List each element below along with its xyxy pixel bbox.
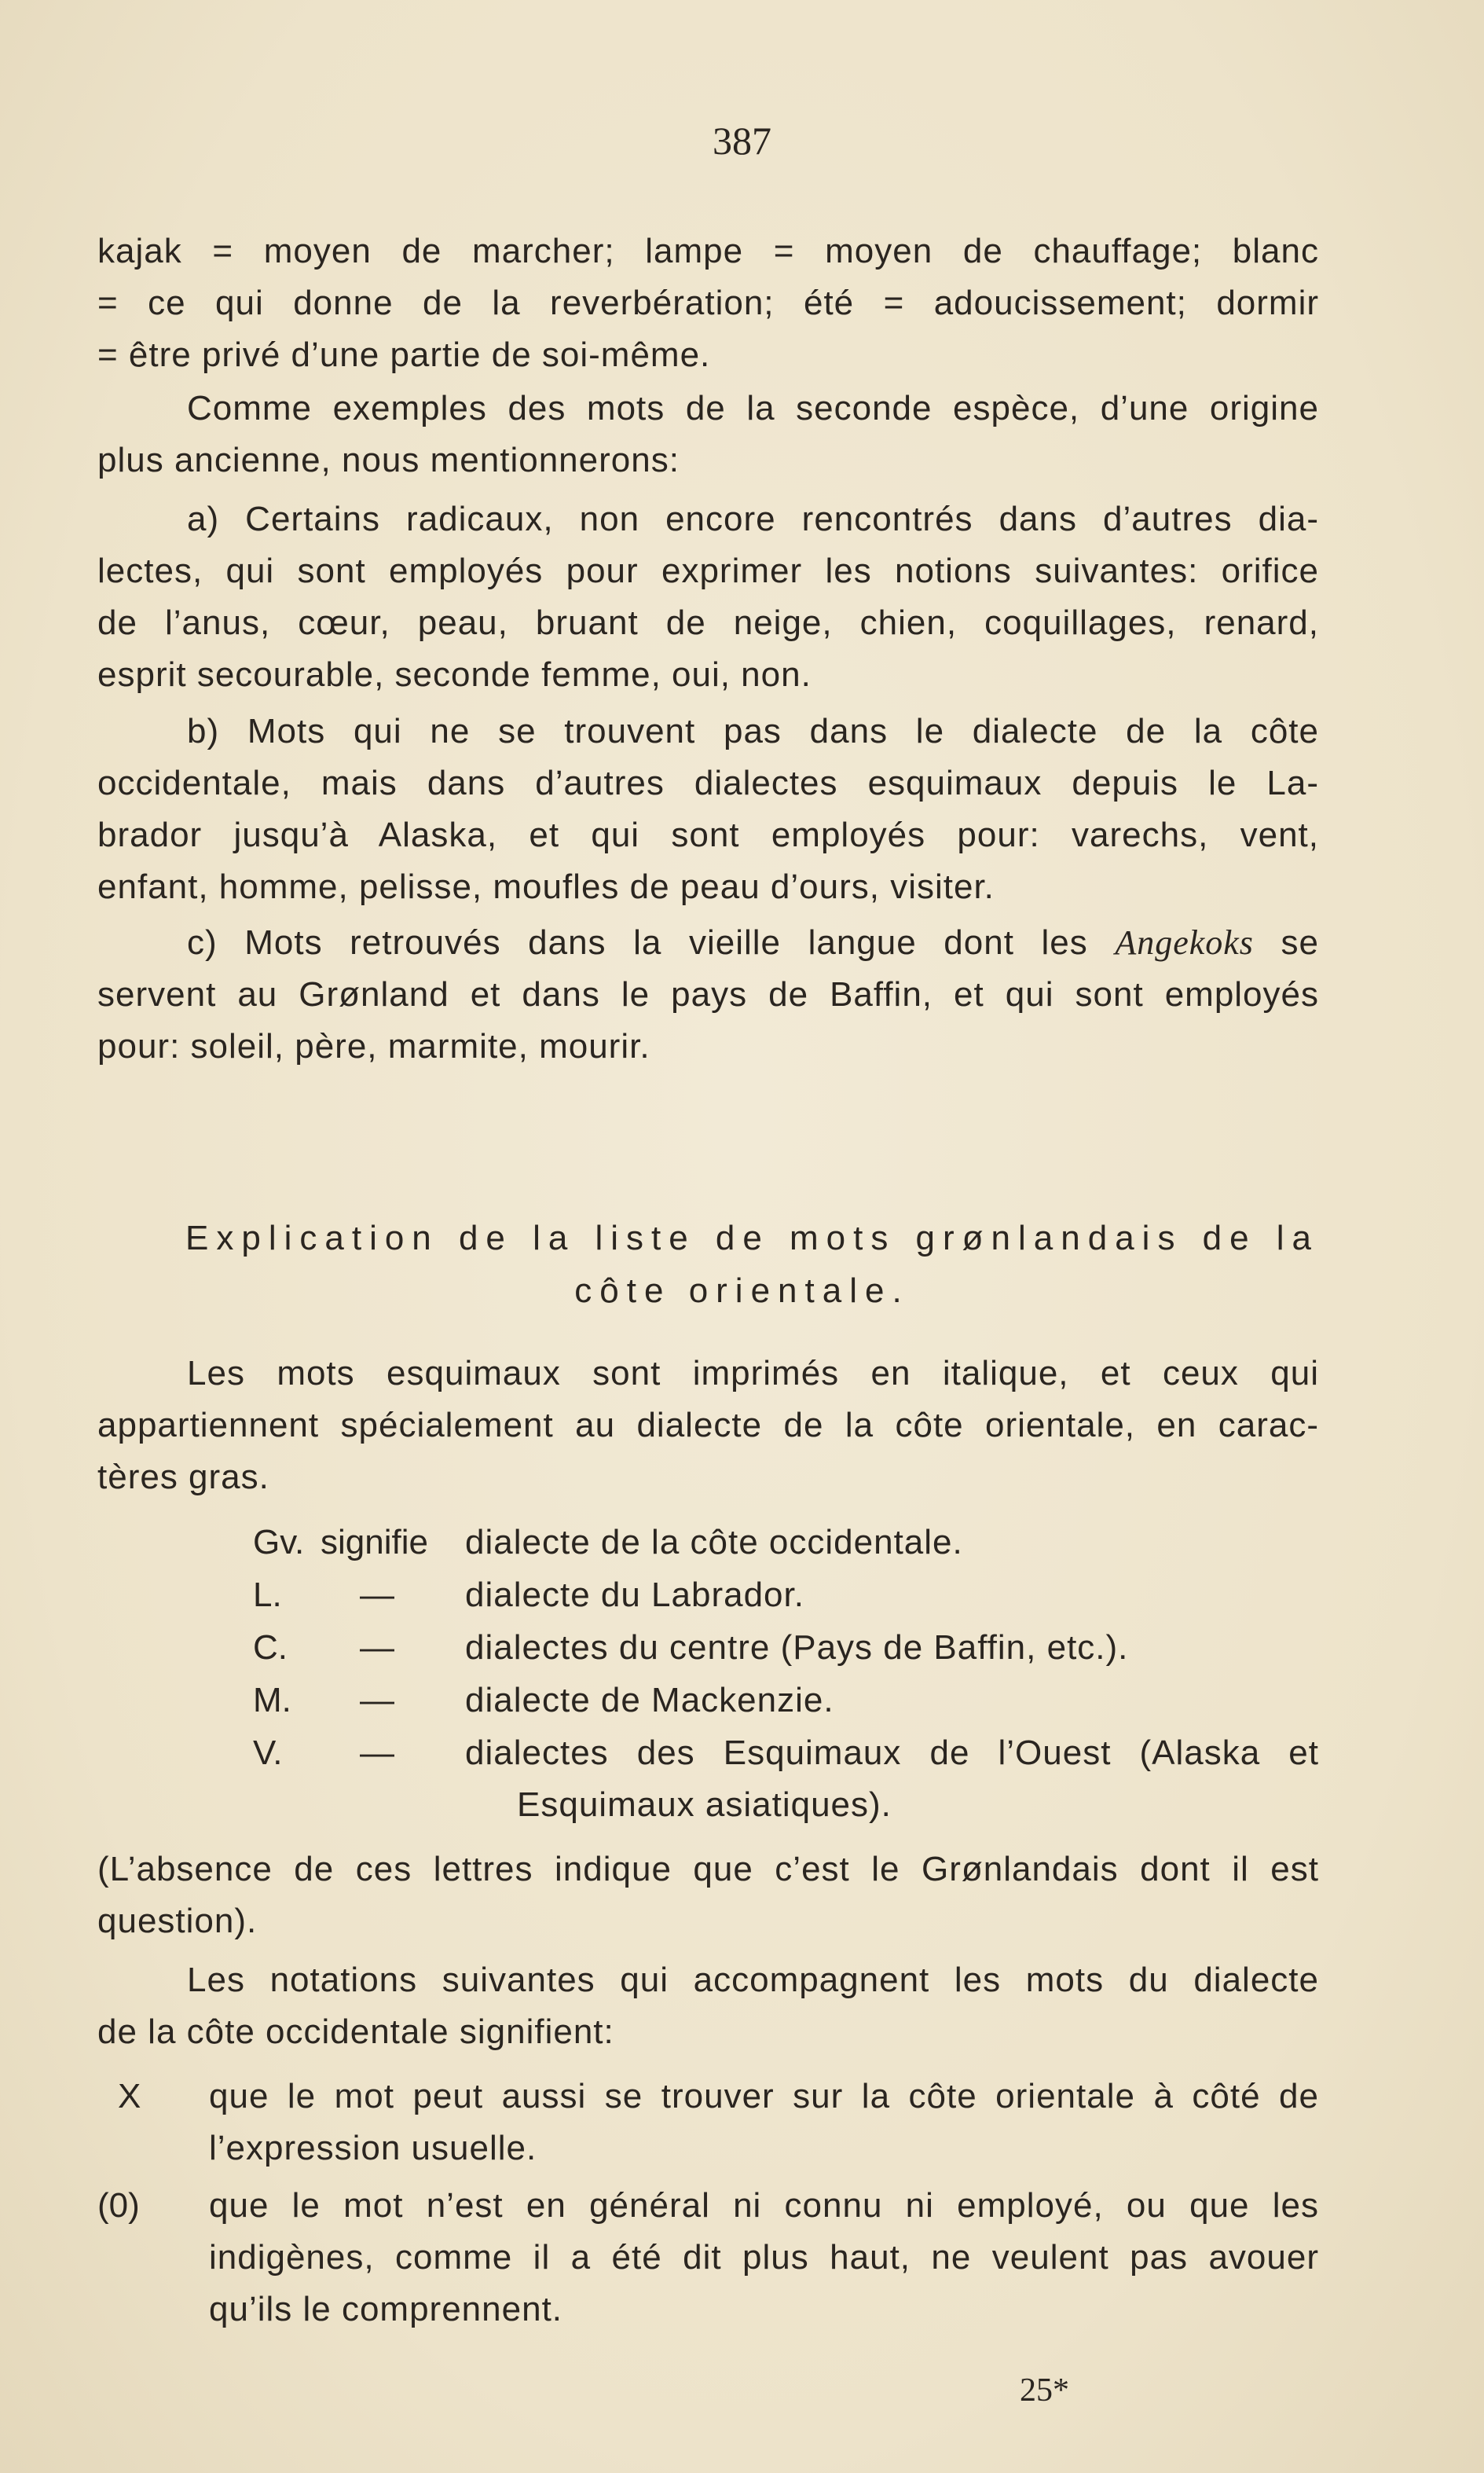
paragraph-line: de la côte occidentale signifient: — [97, 2013, 614, 2051]
notation-mark: X — [118, 2077, 141, 2115]
abbreviation-key: C. — [253, 1628, 288, 1667]
item-a-line: de l’anus, cœur, peau, bruant de neige, chien, coquillages, renard, — [97, 604, 1319, 642]
paragraph-line: kajak = moyen de marcher; lampe = moyen de chauffage; blanc — [97, 232, 1319, 270]
abbreviation-connector: — — [360, 1734, 394, 1772]
item-b-line: enfant, homme, pelisse, moufles de peau d’ours, visiter. — [97, 868, 995, 906]
abbreviation-connector: — — [360, 1576, 394, 1614]
abbreviation-value: dialectes du centre (Pays de Baffin, etc.). — [465, 1628, 1129, 1667]
abbreviation-key: L. — [253, 1576, 282, 1614]
notation-mark: (0) — [97, 2186, 140, 2225]
paragraph-line: Comme exemples des mots de la seconde espèce, d’une origine — [187, 389, 1319, 427]
item-c-line: pour: soleil, père, marmite, mourir. — [97, 1027, 650, 1066]
paragraph-line: = être privé d’une partie de soi-même. — [97, 336, 711, 374]
notation-line: indigènes, comme il a été dit plus haut, ne veulent pas avouer — [209, 2238, 1319, 2277]
item-c-text: c) Mots retrouvés dans la vieille langue dont les — [187, 923, 1116, 962]
paragraph-line: plus ancienne, nous mentionnerons: — [97, 441, 680, 479]
signature-mark: 25* — [1020, 2372, 1069, 2409]
item-a-line: esprit secourable, seconde femme, oui, non. — [97, 655, 812, 694]
page-number: 387 — [713, 119, 771, 163]
paragraph-line: question). — [97, 1902, 258, 1940]
abbreviation-continuation: Esquimaux asiatiques). — [517, 1785, 892, 1824]
abbreviation-key: Gv. — [253, 1523, 305, 1561]
item-a-line: lectes, qui sont employés pour exprimer les notions suivantes: orifice — [97, 552, 1319, 590]
abbreviation-value: dialectes des Esquimaux de l’Ouest (Alaska et — [465, 1734, 1319, 1772]
notation-line: qu’ils le comprennent. — [209, 2290, 563, 2328]
abbreviation-value: dialecte de la côte occidentale. — [465, 1523, 963, 1561]
abbreviation-connector: signifie — [321, 1523, 428, 1561]
section-heading-line1: Explication de la liste de mots grønlandais de la — [185, 1219, 1319, 1257]
item-b-line: brador jusqu’à Alaska, et qui sont employés pour: varechs, vent, — [97, 816, 1319, 854]
notation-line: l’expression usuelle. — [209, 2129, 537, 2167]
abbreviation-connector: — — [360, 1628, 394, 1667]
paragraph-line: Les mots esquimaux sont imprimés en italique, et ceux qui — [187, 1354, 1319, 1392]
abbreviation-connector: — — [360, 1681, 394, 1719]
abbreviation-value: dialecte de Mackenzie. — [465, 1681, 834, 1719]
abbreviation-key: M. — [253, 1681, 291, 1719]
item-c-text: se — [1253, 923, 1319, 962]
paragraph-line: Les notations suivantes qui accompagnent les mots du dialecte — [187, 1961, 1319, 1999]
item-b-line: occidentale, mais dans d’autres dialectes esquimaux depuis le La- — [97, 764, 1319, 802]
notation-line: que le mot peut aussi se trouver sur la côte orientale à côté de — [209, 2077, 1319, 2115]
item-b-line: b) Mots qui ne se trouvent pas dans le dialecte de la côte — [187, 712, 1319, 750]
item-c-italic-term: Angekoks — [1115, 923, 1254, 962]
paragraph-line: appartiennent spécialement au dialecte de la côte orientale, en carac- — [97, 1406, 1319, 1444]
paragraph-line: tères gras. — [97, 1458, 269, 1496]
paragraph-line: = ce qui donne de la reverbération; été = adoucissement; dormir — [97, 284, 1319, 322]
section-heading-line2: côte orientale. — [574, 1271, 910, 1310]
notation-line: que le mot n’est en général ni connu ni employé, ou que les — [209, 2186, 1319, 2225]
paragraph-line: (L’absence de ces lettres indique que c’est le Grønlandais dont il est — [97, 1850, 1319, 1888]
item-c-line: servent au Grønland et dans le pays de Baffin, et qui sont employés — [97, 975, 1319, 1014]
abbreviation-value: dialecte du Labrador. — [465, 1576, 804, 1614]
item-a-line: a) Certains radicaux, non encore rencontrés dans d’autres dia- — [187, 500, 1319, 538]
item-c-line — [187, 917, 1319, 969]
abbreviation-key: V. — [253, 1734, 283, 1772]
